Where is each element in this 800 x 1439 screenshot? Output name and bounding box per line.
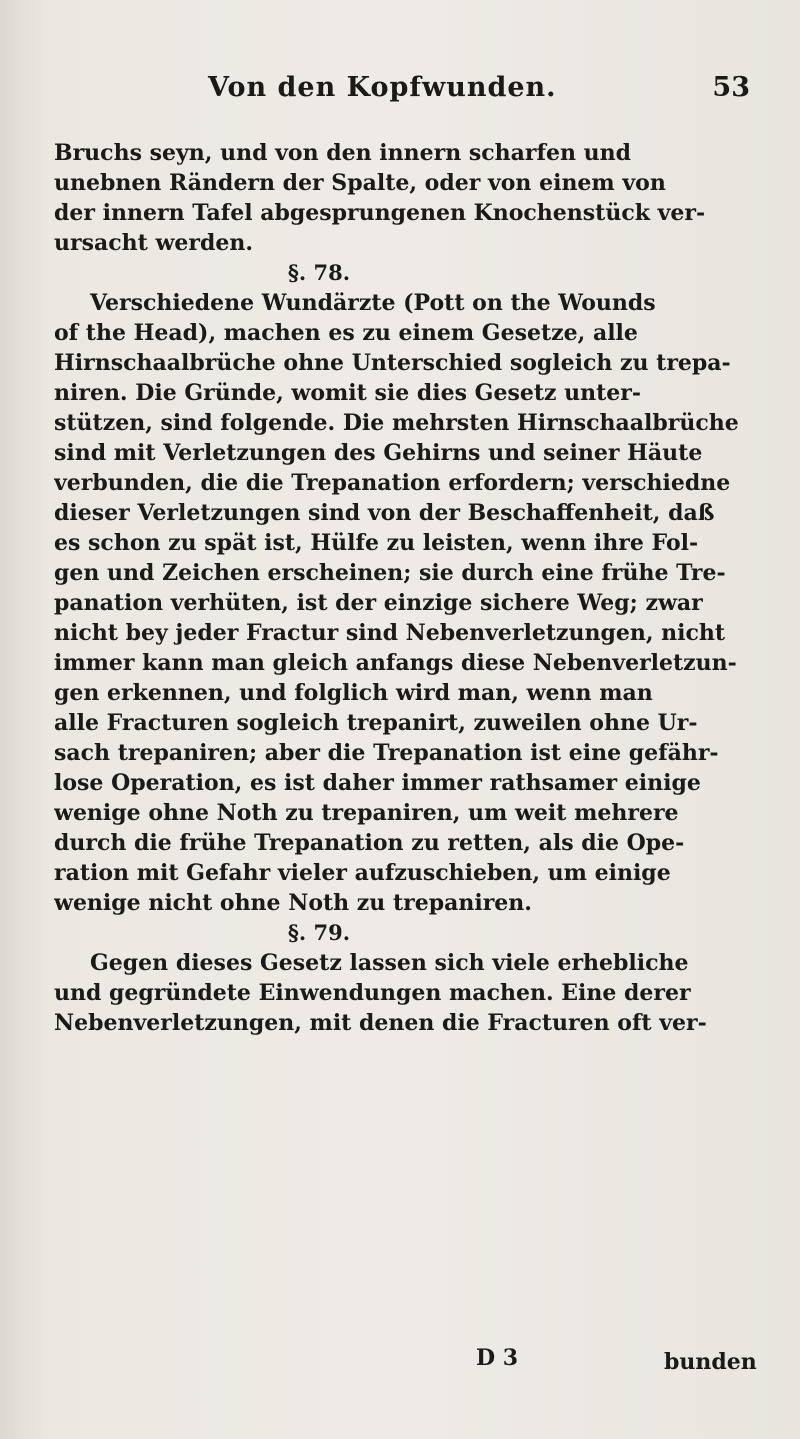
text-line: gen erkennen, und folglich wird man, wenn man xyxy=(54,680,653,706)
text-line: ursacht werden. xyxy=(54,230,253,256)
text-line: Gegen dieses Gesetz lassen sich viele erhebliche xyxy=(90,950,689,976)
text-line: lose Operation, es ist daher immer rathsamer einige xyxy=(54,770,701,796)
text-line: Verschiedene Wundärzte (Pott on the Wounds xyxy=(90,290,656,316)
text-line: niren. Die Gründe, womit sie dies Gesetz unter- xyxy=(54,380,642,406)
text-line: Bruchs seyn, und von den innern scharfen und xyxy=(54,140,631,166)
section-heading-79: §. 79. xyxy=(287,920,351,945)
text-line: wenige nicht ohne Noth zu trepaniren. xyxy=(54,890,532,916)
text-line: nicht bey jeder Fractur sind Nebenverletzungen, nicht xyxy=(54,620,726,646)
text-line: alle Fracturen sogleich trepanirt, zuweilen ohne Ur- xyxy=(54,710,698,736)
text-line: sach trepaniren; aber die Trepanation ist eine gefähr- xyxy=(54,740,719,766)
text-line: gen und Zeichen erscheinen; sie durch eine frühe Tre- xyxy=(54,560,726,586)
text-line: und gegründete Einwendungen machen. Eine derer xyxy=(54,980,691,1006)
page-footer xyxy=(0,1345,800,1385)
text-line: Nebenverletzungen, mit denen die Fracturen oft ver- xyxy=(54,1010,707,1036)
text-line: durch die frühe Trepanation zu retten, als die Ope- xyxy=(54,830,685,856)
text-line: of the Head), machen es zu einem Gesetze, alle xyxy=(54,320,638,346)
text-line: ration mit Gefahr vieler aufzuschieben, um einige xyxy=(54,860,671,886)
text-line: immer kann man gleich anfangs diese Nebenverletzun- xyxy=(54,650,737,676)
text-line: unebnen Rändern der Spalte, oder von einem von xyxy=(54,170,666,196)
text-line: der innern Tafel abgesprungenen Knochenstück ver- xyxy=(54,200,706,226)
text-line: stützen, sind folgende. Die mehrsten Hirnschaalbrüche xyxy=(54,410,739,436)
running-head: Von den Kopfwunden. xyxy=(208,72,557,103)
catchword: bunden xyxy=(664,1349,757,1375)
text-line: wenige ohne Noth zu trepaniren, um weit mehrere xyxy=(54,800,679,826)
page-number: 53 xyxy=(712,72,750,103)
text-line: es schon zu spät ist, Hülfe zu leisten, wenn ihre Fol- xyxy=(54,530,699,556)
text-line: panation verhüten, ist der einzige sichere Weg; zwar xyxy=(54,590,703,616)
text-line: Hirnschaalbrüche ohne Unterschied sogleich zu trepa- xyxy=(54,350,731,376)
text-line: verbunden, die die Trepanation erfordern; verschiedne xyxy=(54,470,731,496)
section-heading-78: §. 78. xyxy=(287,260,351,285)
signature-mark: D 3 xyxy=(476,1345,519,1371)
body-text xyxy=(54,138,754,1038)
text-line: dieser Verletzungen sind von der Beschaffenheit, daß xyxy=(54,500,715,526)
text-line: sind mit Verletzungen des Gehirns und seiner Häute xyxy=(54,440,703,466)
